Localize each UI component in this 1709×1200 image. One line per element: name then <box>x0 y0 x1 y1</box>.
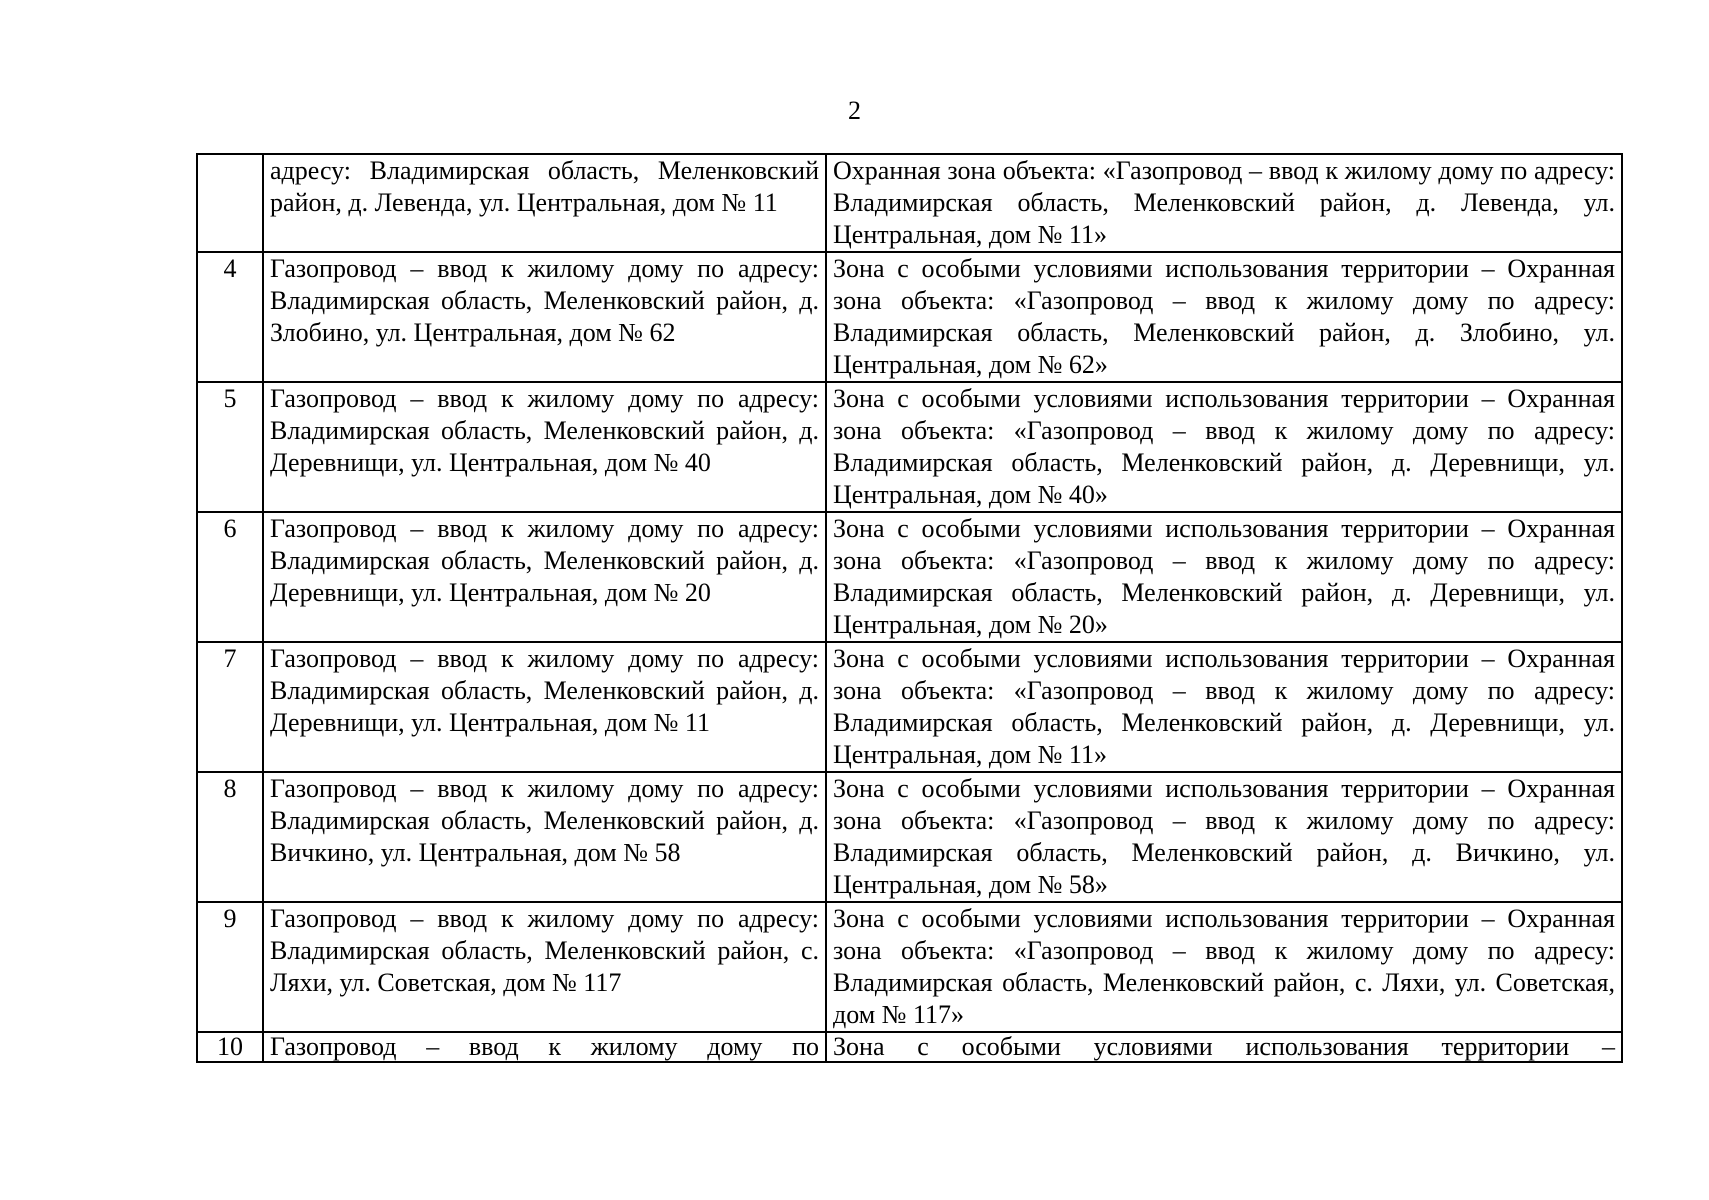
zone-cell: Зона с особыми условиями использования территории – Охранная зона объекта: «Газопровод – ввод к жилому дому по адресу: Владимирская область, Меленковский район, с. Ляхи, ул. Советская, дом № 117» <box>826 902 1622 1032</box>
zone-cell: Охранная зона объекта: «Газопровод – ввод к жилому дому по адресу: Владимирская область, Меленковский район, д. Левенда, ул. Центральная, дом № 11» <box>826 154 1622 252</box>
table-row <box>197 642 1622 772</box>
page-number: 2 <box>848 96 861 125</box>
object-cell: Газопровод – ввод к жилому дому по <box>263 1032 826 1062</box>
object-cell: Газопровод – ввод к жилому дому по адресу: Владимирская область, Меленковский район, д. Деревнищи, ул. Центральная, дом № 11 <box>263 642 826 772</box>
zone-cell: Зона с особыми условиями использования территории – Охранная зона объекта: «Газопровод – ввод к жилому дому по адресу: Владимирская область, Меленковский район, д. Деревнищи, ул. Центральная, дом № 11» <box>826 642 1622 772</box>
table-row <box>197 772 1622 902</box>
table-row <box>197 512 1622 642</box>
object-cell: Газопровод – ввод к жилому дому по адресу: Владимирская область, Меленковский район, д. Вичкино, ул. Центральная, дом № 58 <box>263 772 826 902</box>
table-row <box>197 252 1622 382</box>
object-cell: Газопровод – ввод к жилому дому по адресу: Владимирская область, Меленковский район, д. Деревнищи, ул. Центральная, дом № 40 <box>263 382 826 512</box>
object-cell: адресу: Владимирская область, Меленковский район, д. Левенда, ул. Центральная, дом № 11 <box>263 154 826 252</box>
row-number: 8 <box>197 772 263 902</box>
zone-cell: Зона с особыми условиями использования территории – Охранная зона объекта: «Газопровод – ввод к жилому дому по адресу: Владимирская область, Меленковский район, д. Вичкино, ул. Центральная, дом № 58» <box>826 772 1622 902</box>
row-number: 10 <box>197 1032 263 1062</box>
object-cell: Газопровод – ввод к жилому дому по адресу: Владимирская область, Меленковский район, д. Деревнищи, ул. Центральная, дом № 20 <box>263 512 826 642</box>
row-number: 9 <box>197 902 263 1032</box>
zone-cell: Зона с особыми условиями использования территории – Охранная зона объекта: «Газопровод – ввод к жилому дому по адресу: Владимирская область, Меленковский район, д. Деревнищи, ул. Центральная, дом № 40» <box>826 382 1622 512</box>
zone-cell: Зона с особыми условиями использования территории – Охранная зона объекта: «Газопровод – ввод к жилому дому по адресу: Владимирская область, Меленковский район, д. Злобино, ул. Центральная, дом № 62» <box>826 252 1622 382</box>
table-row <box>197 382 1622 512</box>
row-number: 5 <box>197 382 263 512</box>
object-cell: Газопровод – ввод к жилому дому по адресу: Владимирская область, Меленковский район, д. Злобино, ул. Центральная, дом № 62 <box>263 252 826 382</box>
table-row <box>197 154 1622 252</box>
zones-table <box>196 153 1623 1063</box>
table-row <box>197 902 1622 1032</box>
row-number: 6 <box>197 512 263 642</box>
zone-cell: Зона с особыми условиями использования территории – Охранная зона объекта: «Газопровод – ввод к жилому дому по адресу: Владимирская область, Меленковский район, д. Деревнищи, ул. Центральная, дом № 20» <box>826 512 1622 642</box>
table-row <box>197 1032 1622 1062</box>
object-cell: Газопровод – ввод к жилому дому по адресу: Владимирская область, Меленковский район, с. Ляхи, ул. Советская, дом № 117 <box>263 902 826 1032</box>
row-number: 4 <box>197 252 263 382</box>
row-number: 7 <box>197 642 263 772</box>
row-number <box>197 154 263 252</box>
zone-cell: Зона с особыми условиями использования территории – <box>826 1032 1622 1062</box>
